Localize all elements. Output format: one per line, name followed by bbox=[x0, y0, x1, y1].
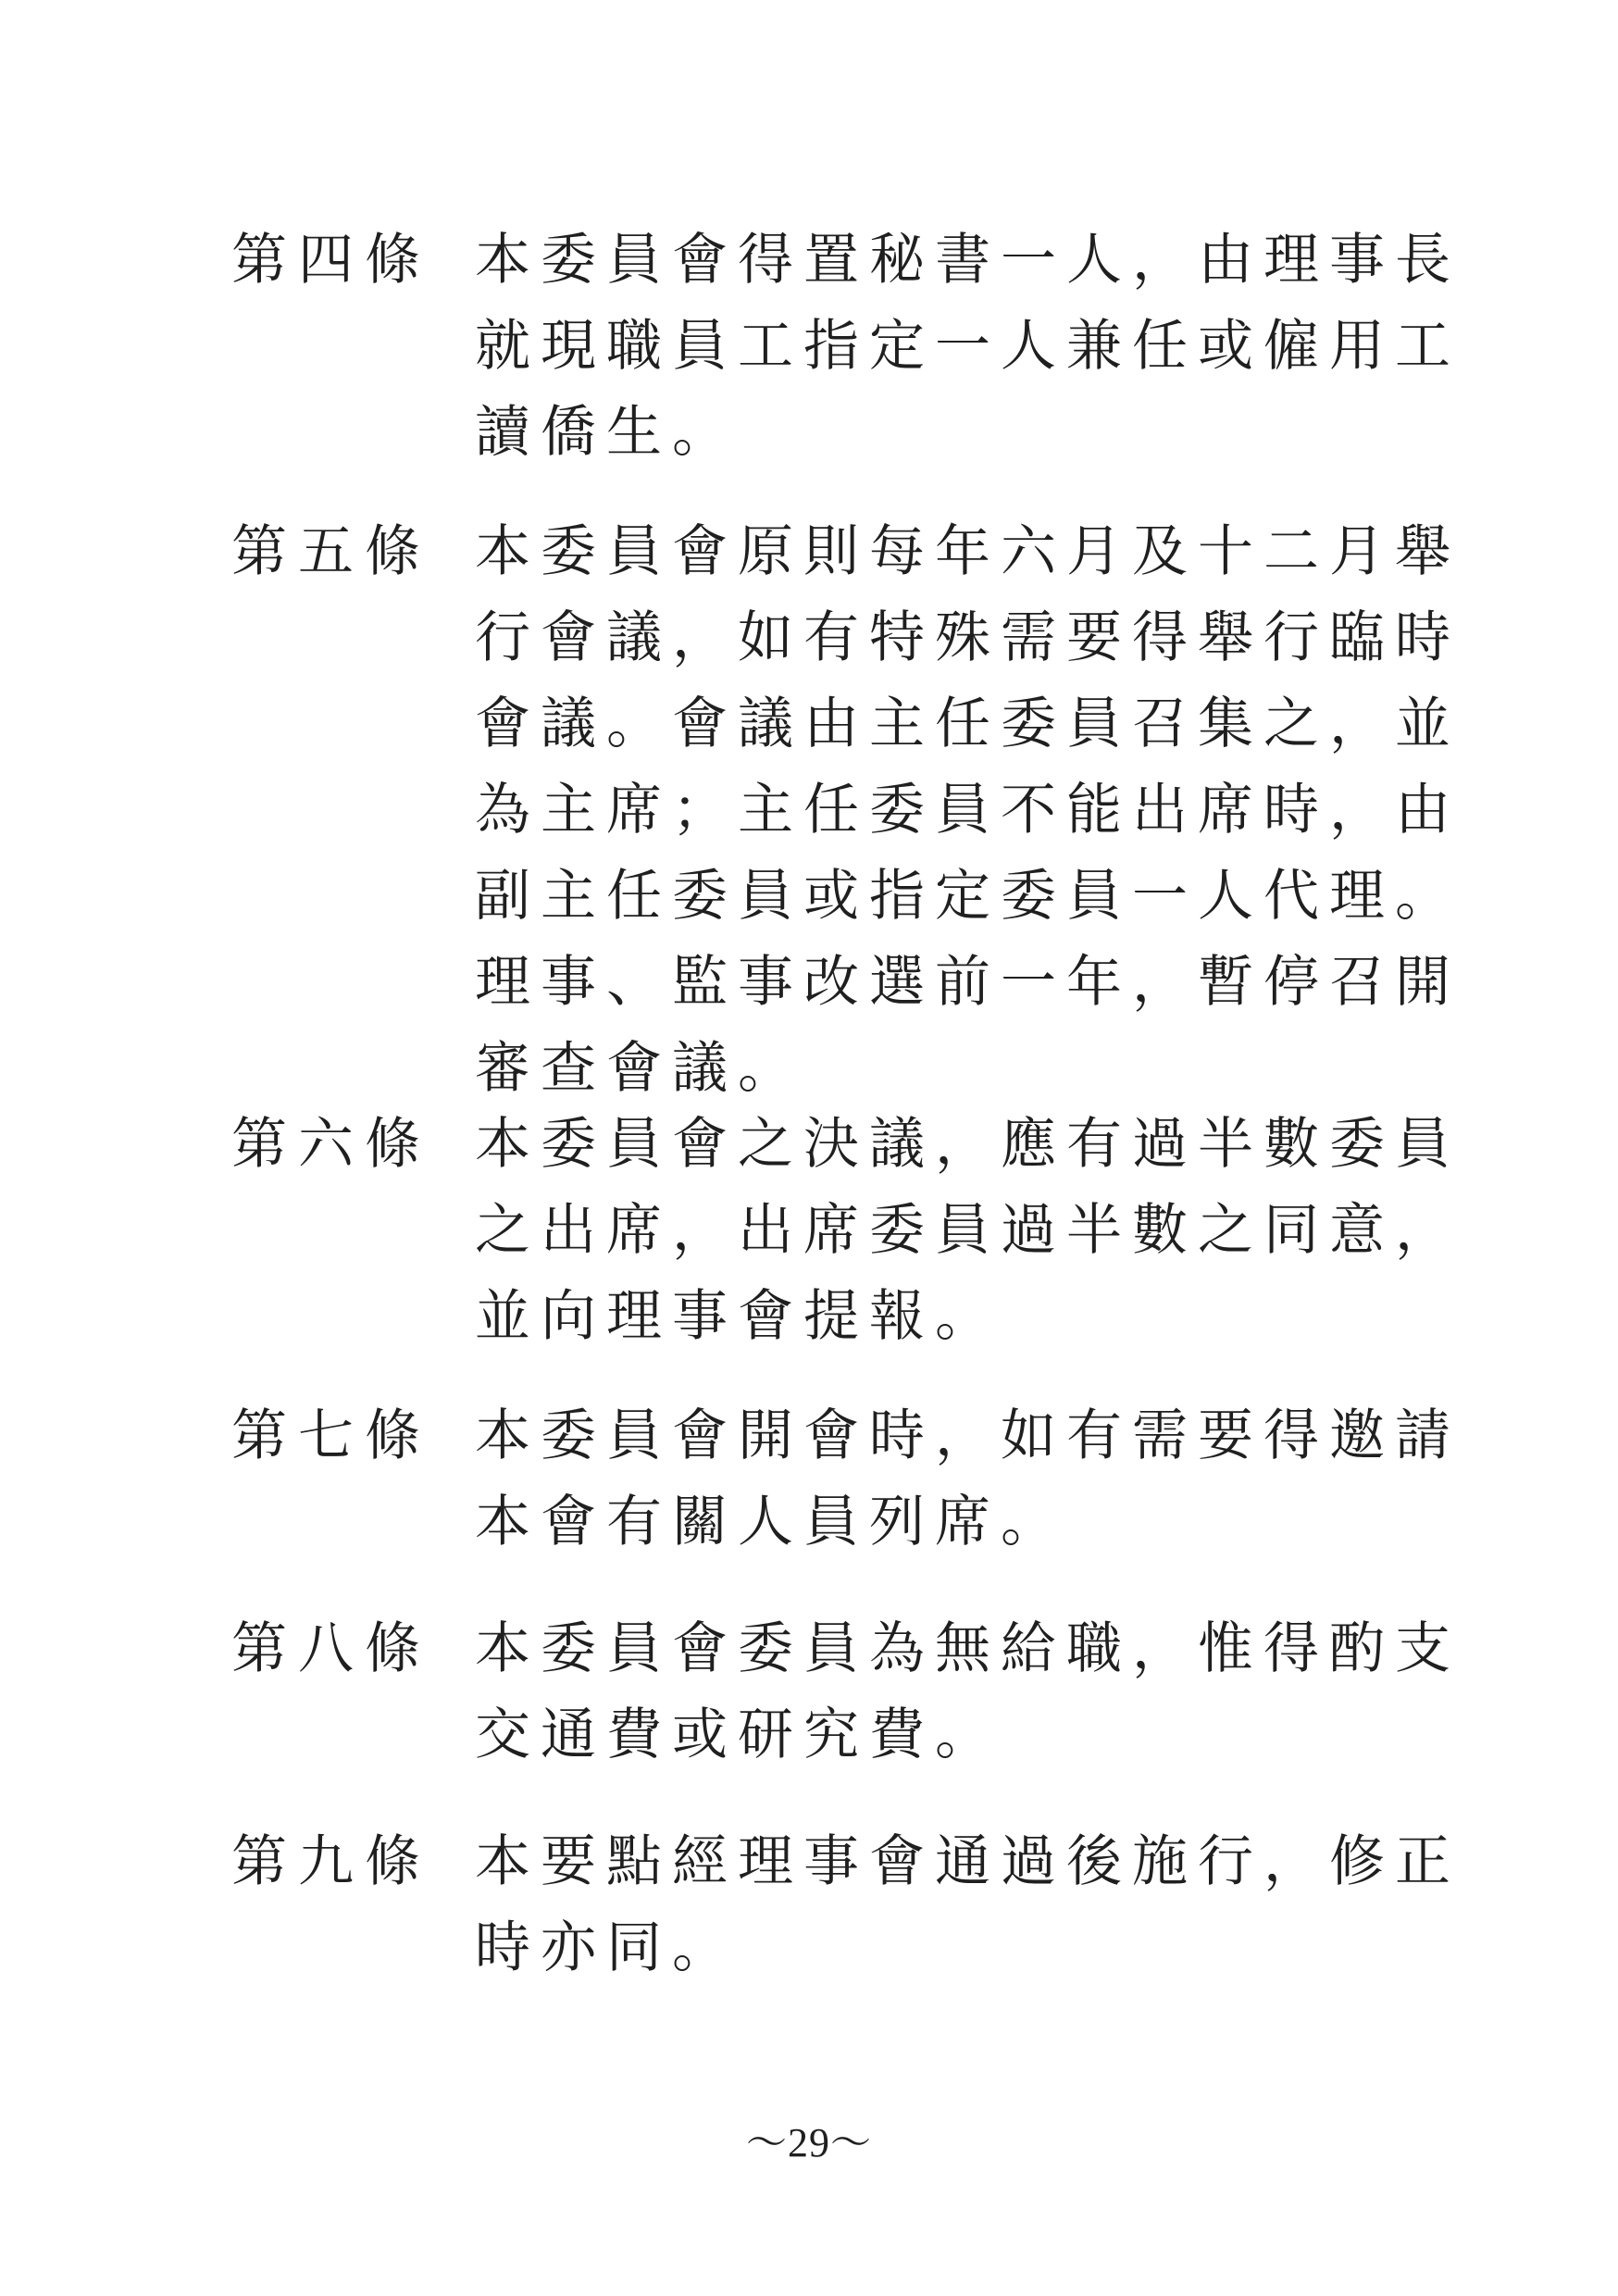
article-line: 本會有關人員列席。 bbox=[475, 1490, 1066, 1554]
article-line: 讀僑生。 bbox=[475, 400, 738, 465]
article-line: 行會議，如有特殊需要得舉行臨時 bbox=[475, 605, 1461, 670]
article-label: 第四條 bbox=[231, 228, 431, 293]
page-number: ～29～ bbox=[746, 2120, 872, 2165]
article-line: 交通費或研究費。 bbox=[475, 1703, 1001, 1767]
article-line: 會議。會議由主任委員召集之，並 bbox=[475, 692, 1461, 756]
article-line: 審查會議。 bbox=[475, 1036, 803, 1101]
article-line: 並向理事會提報。 bbox=[475, 1284, 1001, 1349]
article-body bbox=[475, 1819, 1461, 1991]
article-body bbox=[475, 1393, 1461, 1566]
article-line: 為主席；主任委員不能出席時，由 bbox=[475, 778, 1461, 842]
article-body bbox=[475, 1606, 1461, 1778]
article-line: 本委員會得置秘書一人，由理事長 bbox=[475, 228, 1461, 293]
article-line: 副主任委員或指定委員一人代理。 bbox=[475, 864, 1461, 929]
article-line: 本要點經理事會通過後施行，修正 bbox=[475, 1829, 1461, 1894]
article-line: 本委員會原則每年六月及十二月舉 bbox=[475, 519, 1461, 584]
article-line: 之出席，出席委員過半數之同意， bbox=[475, 1198, 1461, 1263]
article-label: 第八條 bbox=[231, 1616, 431, 1681]
article-line: 本委員會開會時，如有需要得邀請 bbox=[475, 1404, 1461, 1468]
article-label: 第九條 bbox=[231, 1829, 431, 1894]
article-label: 第六條 bbox=[231, 1112, 431, 1177]
article-line: 時亦同。 bbox=[475, 1915, 738, 1980]
article-body bbox=[475, 1102, 1461, 1360]
article-line: 就現職員工指定一人兼任或僱用工 bbox=[475, 314, 1461, 379]
article-label: 第七條 bbox=[231, 1404, 431, 1468]
article-body bbox=[475, 509, 1461, 1112]
article-line: 理事、監事改選前一年，暫停召開 bbox=[475, 950, 1461, 1015]
article-label: 第五條 bbox=[231, 519, 431, 584]
article-line: 本委員會委員為無給職，惟得酌支 bbox=[475, 1616, 1461, 1681]
article-line: 本委員會之決議，應有過半數委員 bbox=[475, 1112, 1461, 1177]
article-body bbox=[475, 218, 1461, 476]
